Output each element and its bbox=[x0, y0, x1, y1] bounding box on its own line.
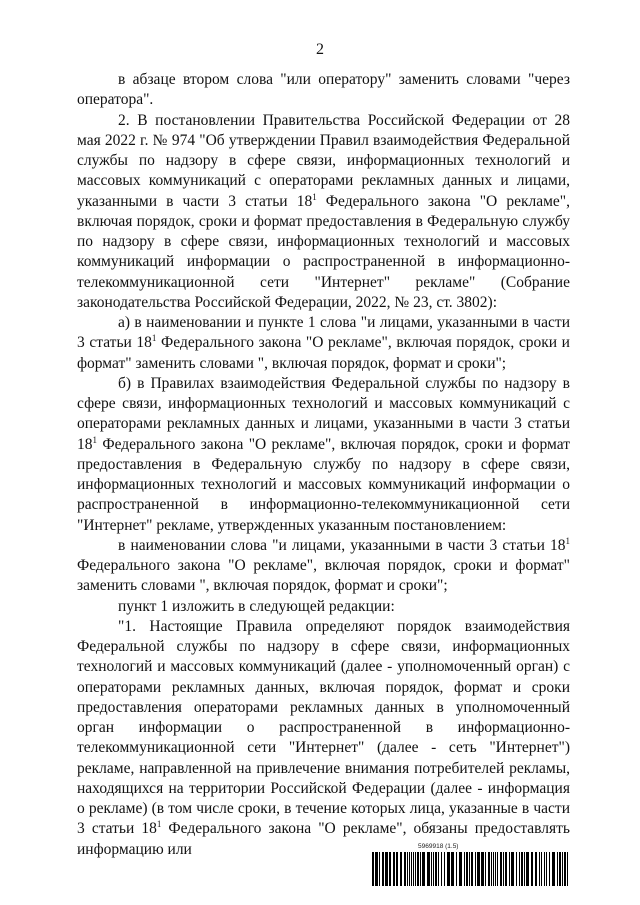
paragraph bbox=[77, 111, 570, 314]
barcode-bar bbox=[422, 852, 425, 886]
barcode-bar bbox=[500, 852, 502, 886]
barcode-bar bbox=[385, 852, 388, 886]
barcode-bar bbox=[511, 852, 514, 886]
paragraph-text: Федерального закона "О рекламе", включая порядок, сроки и формат" заменить словами ", включая порядок, формат и сроки"; bbox=[77, 557, 570, 595]
barcode-bar bbox=[552, 852, 555, 886]
barcode-bar bbox=[407, 852, 408, 886]
barcode-bar bbox=[469, 852, 470, 886]
barcode-bar bbox=[459, 852, 462, 886]
barcode-bar bbox=[400, 852, 402, 886]
paragraph-text: б) в Правилах взаимодействия Федеральной службы по надзору в сфере связи, информационных технологий и массовых коммуникаций с операторами рекламных данных и лицами, указанными в части 3 статьи 18 bbox=[77, 374, 570, 453]
barcode-bar bbox=[488, 852, 490, 886]
barcode-bar bbox=[526, 852, 529, 886]
paragraph-text: в наименовании слова "и лицами, указанными в части 3 статьи 18 bbox=[118, 536, 566, 554]
barcode-bar bbox=[409, 852, 410, 886]
barcode-bar bbox=[477, 852, 480, 886]
paragraph-text: Федерального закона "О рекламе", включая порядок, сроки и формат" заменить словами ", включая порядок, формат и сроки"; bbox=[77, 334, 570, 372]
barcode-bar bbox=[567, 852, 568, 886]
document-body bbox=[77, 70, 570, 860]
paragraph bbox=[77, 536, 570, 597]
barcode-bar bbox=[541, 852, 542, 886]
barcode-bar bbox=[475, 852, 476, 886]
paragraph bbox=[77, 617, 570, 860]
paragraph-text: в абзаце втором слова "или оператору" заменить словами "через оператора". bbox=[77, 71, 570, 109]
barcode-bar bbox=[393, 852, 395, 886]
barcode-bar bbox=[444, 852, 445, 886]
paragraph bbox=[77, 70, 570, 111]
barcode-bar bbox=[521, 852, 523, 886]
barcode-bar bbox=[396, 852, 398, 886]
barcode-bar bbox=[464, 852, 465, 886]
barcode-bar bbox=[411, 852, 412, 886]
barcode-bar bbox=[485, 852, 486, 886]
barcode-bar bbox=[420, 852, 421, 886]
barcode-bar bbox=[497, 852, 498, 886]
barcode-bar bbox=[557, 852, 558, 886]
barcode-bar bbox=[544, 852, 545, 886]
barcode-bar bbox=[539, 852, 540, 886]
barcode-bar bbox=[456, 852, 457, 886]
barcode-bar bbox=[413, 852, 414, 886]
page-number: 2 bbox=[316, 41, 324, 58]
paragraph-text: Федерального закона "О рекламе", включая порядок, сроки и формат предоставления в Федеральную службу по надзору в сфере связи, информационных технологий и массовых коммуникаций информации о распространенной в информационно-телекоммуникационной сети "Интернет" рекламе, утвержденных указанным постановлением: bbox=[77, 435, 570, 534]
paragraph bbox=[77, 374, 570, 536]
barcode-bar bbox=[427, 852, 430, 886]
barcode-bar bbox=[564, 852, 566, 886]
barcode-bar bbox=[481, 852, 484, 886]
paragraph-text: "1. Настоящие Правила определяют порядок взаимодействия Федеральной службы по надзору в сфере связи, информационных технологий и массовых коммуникаций (далее - уполномоченный орган) с операторами рекламных данных, включая порядок, формат и сроки предоставления операторами рекламных данных в уполномоченный орган информации о распространенной в информационно-телекоммуникационной сети "Интернет" (далее - сеть "Интернет") рекламе, направленной на привлечение внимания потребителей рекламы, находящихся на территории Российской Федерации (далее - информация о рекламе) (в том числе сроки, в течение которых лица, указанные в части 3 статьи 18 bbox=[77, 617, 570, 838]
barcode-bar bbox=[531, 852, 533, 886]
paragraph bbox=[77, 597, 570, 617]
barcode-bar bbox=[546, 852, 547, 886]
barcode-bar bbox=[451, 852, 454, 886]
barcode-bar bbox=[415, 852, 416, 886]
superscript: 1 bbox=[156, 819, 162, 830]
paragraph-text: Федерального закона "О рекламе", включая порядок, сроки и формат предоставления в Федеральную службу по надзору в сфере связи, информационных технологий и массовых коммуникаций информации о распространенной в информационно-телекоммуникационной сети "Интернет" рекламе" (Собрание законодательства Российской Федерации, 2022, № 23, ст. 3802): bbox=[77, 192, 570, 311]
barcode-bar bbox=[435, 852, 437, 886]
barcode-bar bbox=[559, 852, 561, 886]
barcode-bar bbox=[471, 852, 473, 886]
barcode-bar bbox=[466, 852, 468, 886]
superscript: 1 bbox=[312, 191, 317, 202]
barcode-bar bbox=[438, 852, 439, 886]
barcode-bar bbox=[417, 852, 419, 886]
barcode-bar bbox=[382, 852, 384, 886]
barcode-bar bbox=[389, 852, 391, 886]
superscript: 1 bbox=[151, 333, 157, 344]
barcode-bar bbox=[379, 852, 380, 886]
barcode-bar bbox=[404, 852, 406, 886]
paragraph bbox=[77, 313, 570, 374]
superscript: 1 bbox=[92, 434, 97, 445]
barcode-bar bbox=[493, 852, 494, 886]
barcode-bar bbox=[524, 852, 525, 886]
document-stamp: 5969918 (1.5) bbox=[418, 843, 459, 850]
paragraph-text: пункт 1 изложить в следующей редакции: bbox=[118, 597, 395, 615]
barcode-bar bbox=[519, 852, 520, 886]
superscript: 1 bbox=[565, 535, 570, 546]
barcode-bar bbox=[375, 852, 378, 886]
barcode-bar bbox=[495, 852, 496, 886]
barcode-bar bbox=[503, 852, 504, 886]
barcode-bar bbox=[447, 852, 450, 886]
barcode-bar bbox=[509, 852, 510, 886]
paragraph-text: 2. В постановлении Правительства Российской Федерации от 28 мая 2022 г. № 974 "Об утверждении Правил взаимодействия Федеральной службы по надзору в сфере связи, информационных технологий и массовых коммуникаций с операторами рекламных данных и лицами, указанными в части 3 статьи 18 bbox=[77, 111, 570, 210]
paragraph-text: Федерального закона "О рекламе", обязаны предоставлять информацию или bbox=[77, 820, 570, 858]
barcode-image bbox=[372, 852, 570, 886]
barcode-bar bbox=[505, 852, 507, 886]
barcode-bar bbox=[372, 852, 374, 886]
barcode-bar bbox=[491, 852, 492, 886]
barcode-bar bbox=[433, 852, 434, 886]
barcode-bar bbox=[562, 852, 563, 886]
barcode-bar bbox=[549, 852, 550, 886]
barcode-bar bbox=[431, 852, 432, 886]
paragraph-text: а) в наименовании и пункте 1 слова "и лицами, указанными в части 3 статьи 18 bbox=[77, 314, 570, 352]
barcode-bar bbox=[441, 852, 442, 886]
barcode-bar bbox=[516, 852, 517, 886]
barcode-bar bbox=[535, 852, 537, 886]
